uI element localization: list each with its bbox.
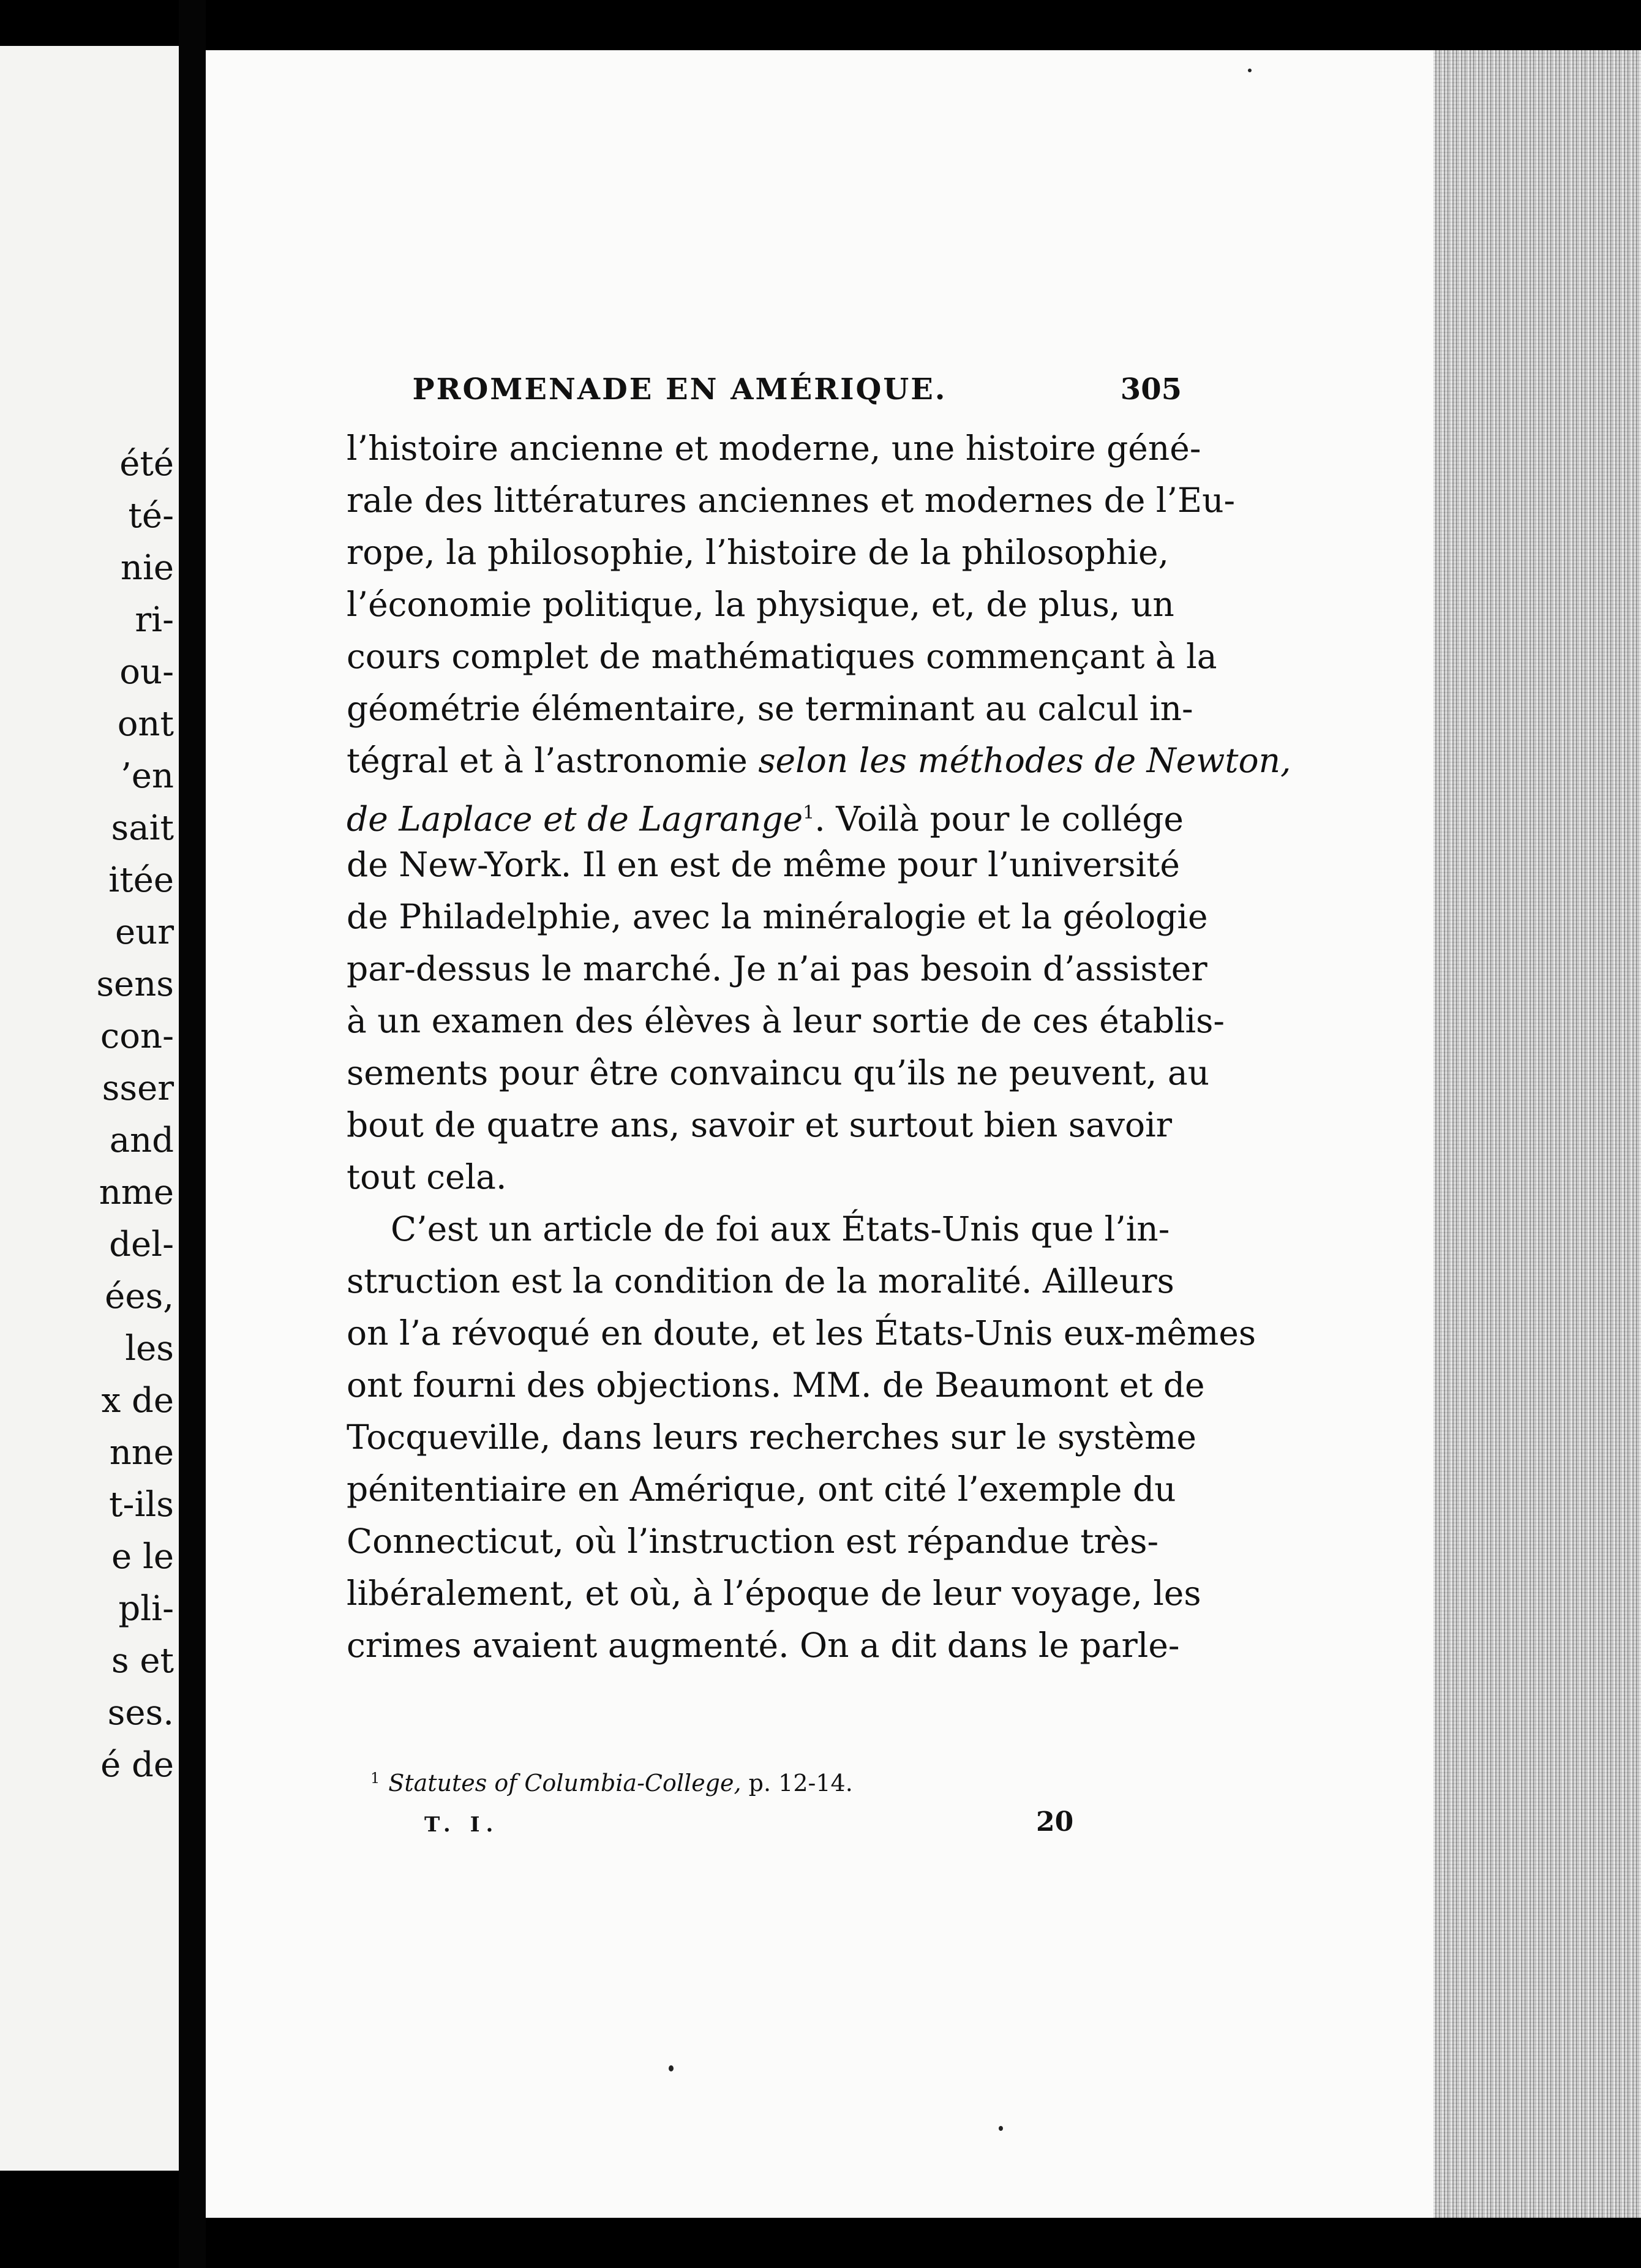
left-page-fragment: itée	[108, 860, 174, 900]
left-page-fragment: nie	[120, 548, 174, 588]
text-line: de Philadelphie, avec la minéralogie et la géologie	[347, 897, 1208, 936]
signature-number: 20	[1036, 1806, 1074, 1838]
text-line: struction est la condition de la moralité. Ailleurs	[347, 1261, 1174, 1301]
text-line: rope, la philosophie, l’histoire de la philosophie,	[347, 533, 1170, 572]
text-line: l’histoire ancienne et moderne, une histoire géné-	[347, 429, 1201, 468]
body-text	[347, 422, 1291, 1672]
text-line: l’économie politique, la physique, et, de plus, un	[347, 585, 1174, 624]
footnote-marker: 1	[803, 802, 815, 824]
text-line: pénitentiaire en Amérique, ont cité l’exemple du	[347, 1470, 1176, 1509]
left-page-fragment: ’en	[120, 756, 174, 796]
left-page-fragment: del-	[109, 1225, 174, 1264]
text-line: Connecticut, où l’instruction est répandue très-	[347, 1522, 1159, 1561]
dust-speck	[999, 2126, 1003, 2131]
text-line: tout cela.	[347, 1157, 507, 1196]
text-line	[347, 735, 1291, 787]
footnote-source: Statutes of Columbia-College,	[388, 1770, 742, 1797]
text-line: de New-York. Il en est de même pour l’université	[347, 845, 1180, 884]
text-line: libéralement, et où, à l’époque de leur voyage, les	[347, 1574, 1201, 1613]
text-line: Tocqueville, dans leurs recherches sur le système	[347, 1418, 1196, 1457]
left-page-edge	[0, 46, 179, 2171]
signature-mark: T. I.	[424, 1812, 500, 1837]
text-line: sements pour être convaincu qu’ils ne peuvent, au	[347, 1053, 1210, 1092]
left-page-fragment: pli-	[118, 1589, 174, 1629]
text-line: à un examen des élèves à leur sortie de ces établis-	[347, 1001, 1225, 1040]
text-run: . Voilà pour le collége	[814, 799, 1184, 839]
text-line: ont fourni des objections. MM. de Beaumont et de	[347, 1365, 1205, 1405]
left-page-text-fragments	[0, 438, 179, 1791]
left-page-fragment: nme	[99, 1173, 174, 1212]
page-number: 305	[1120, 372, 1182, 407]
footnote-pages: p. 12-14.	[741, 1770, 853, 1797]
text-run: tégral et à l’astronomie	[347, 741, 759, 780]
left-page-fragment: t-ils	[109, 1485, 174, 1525]
left-page-fragment: sens	[96, 964, 174, 1004]
italic-run: selon les méthodes de Newton,	[758, 741, 1291, 780]
left-page-fragment: ou-	[119, 652, 174, 692]
text-line: bout de quatre ans, savoir et surtout bien savoir	[347, 1105, 1173, 1144]
left-page-fragment: é de	[100, 1745, 174, 1785]
text-line: cours complet de mathématiques commençant à la	[347, 637, 1217, 676]
left-page-fragment: e le	[111, 1537, 174, 1577]
page-block-edge	[1433, 50, 1641, 2218]
dust-speck	[669, 2065, 674, 2071]
dust-speck	[1248, 69, 1252, 72]
left-page-fragment: con-	[100, 1016, 174, 1056]
left-page-fragment: té-	[128, 496, 174, 536]
text-line: rale des littératures anciennes et modernes de l’Eu-	[347, 481, 1236, 520]
left-page-fragment: les	[125, 1329, 174, 1369]
left-page-fragment: and	[109, 1121, 174, 1160]
left-page-fragment: sser	[102, 1068, 174, 1108]
left-page-fragment: ri-	[135, 600, 174, 640]
left-page-fragment: nne	[109, 1433, 174, 1473]
left-page-fragment: été	[119, 444, 174, 484]
text-line: par-dessus le marché. Je n’ai pas besoin d’assister	[347, 949, 1207, 988]
left-page-fragment: s et	[111, 1641, 174, 1681]
left-page-fragment: ées,	[105, 1277, 174, 1316]
book-gutter	[179, 0, 206, 2268]
text-line: crimes avaient augmenté. On a dit dans le parle-	[347, 1626, 1180, 1665]
left-page-fragment: ses.	[107, 1693, 174, 1733]
left-page-fragment: eur	[115, 912, 174, 952]
text-line: on l’a révoqué en doute, et les États-Unis eux-mêmes	[347, 1313, 1256, 1353]
left-page-fragment: sait	[111, 808, 174, 848]
running-head	[325, 372, 1182, 415]
footnote	[370, 1770, 853, 1797]
text-line: C’est un article de foi aux États-Unis que l’in-	[391, 1209, 1170, 1249]
footnote-marker: 1	[370, 1770, 380, 1787]
left-page-fragment: x de	[101, 1381, 174, 1421]
left-page-fragment: ont	[117, 704, 174, 744]
text-line: géométrie élémentaire, se terminant au calcul in-	[347, 689, 1193, 728]
page-title: PROMENADE EN AMÉRIQUE.	[412, 372, 947, 407]
italic-run: de Laplace et de Lagrange	[347, 799, 803, 839]
text-line	[347, 787, 1184, 839]
